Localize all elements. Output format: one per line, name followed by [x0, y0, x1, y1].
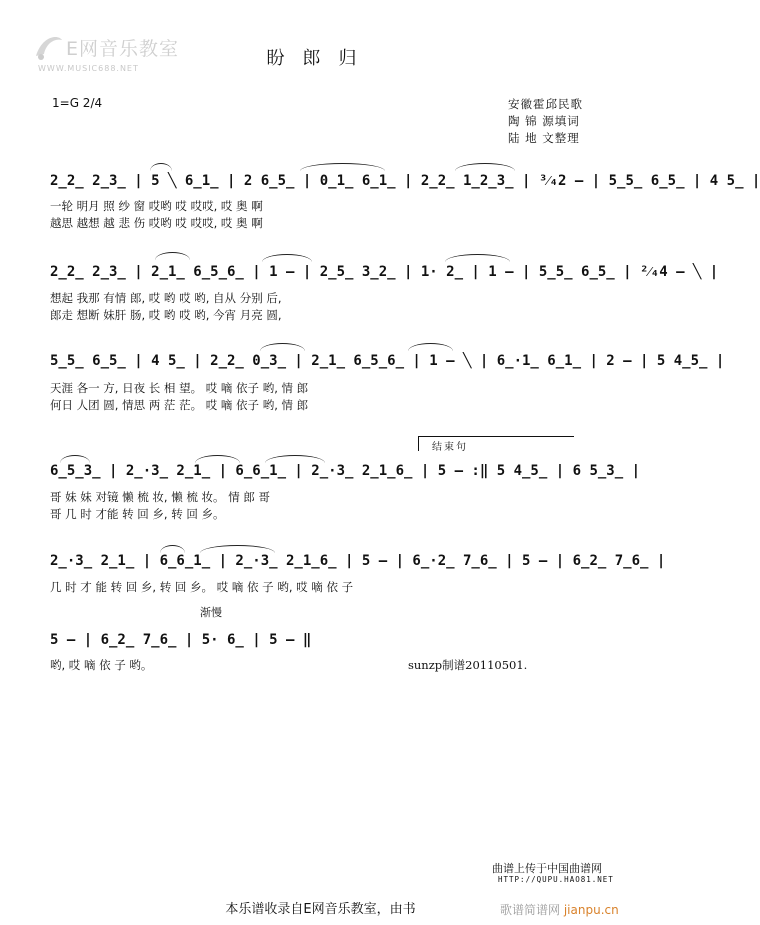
lyrics-row: 想起 我那 有情 郎, 哎 哟 哎 哟, 自从 分别 后, — [50, 291, 282, 305]
lyrics-row: 越思 越想 越 悲 伤 哎哟 哎 哎哎, 哎 奥 啊 — [50, 216, 263, 230]
transcriber-signature: sunzp制谱20110501. — [408, 658, 528, 672]
watermark-url: HTTP://QUPU.HAO81.NET — [498, 875, 614, 884]
slur — [455, 163, 515, 171]
logo-text: E网音乐教室 — [66, 38, 180, 60]
lyrics-row: 哥 几 时 才能 转 回 乡, 转 回 乡。 — [50, 507, 225, 521]
notation-row: 5̲5̲ 6̲5̲ | 4 5̲ | 2̲2̲ 0̲3̲ | 2̲1̲ 6̲5̲6̲ | 1 – ╲ | 6̲·1̲ 6̲1̲ | 2 – | 5 4̲5̲ | — [50, 353, 725, 369]
slur — [265, 455, 325, 463]
watermark-site-name: 歌谱简谱网 — [500, 903, 561, 917]
watermark-source: 曲谱上传于中国曲谱网 — [492, 862, 602, 875]
notation-row: 2̲2̲ 2̲3̲ | 2̲1̲ 6̲5̲6̲ | 1 – | 2̲5̲ 3̲2̲ | 1· 2̲ | 1 – | 5̲5̲ 6̲5̲ | ²⁄₄4 – ╲ | — [50, 264, 719, 280]
key-signature: 1=G 2/4 — [52, 96, 103, 110]
lyrics-row: 哟, 哎 嘀 依 子 哟。 — [50, 658, 153, 672]
end-phrase-label: 结束句 — [432, 442, 468, 453]
watermark-site — [500, 901, 619, 918]
slur — [408, 343, 453, 351]
lyrics-row: 哥 妹 妹 对镜 懒 梳 妆, 懒 梳 妆。 情 郎 哥 — [50, 490, 271, 504]
lyrics-row: 何日 人团 圆, 情思 两 茫 茫。 哎 嘀 依子 哟, 情 郎 — [50, 398, 309, 412]
tempo-marking: 渐慢 — [200, 606, 222, 619]
slur — [300, 163, 385, 171]
slur — [262, 254, 312, 262]
slur — [445, 254, 510, 262]
song-title: 盼郎归 — [266, 48, 375, 69]
slur — [160, 545, 185, 553]
credit-arranger: 陆 地 文整理 — [508, 131, 580, 145]
credit-origin: 安徽霍邱民歌 — [508, 97, 583, 111]
notation-row: 6̲5̲3̲ | 2̲·3̲ 2̲1̲ | 6̲6̲1̲ | 2̲·3̲ 2̲1̲6̲ | 5 – :‖ 5 4̲5̲ | 6 5̲3̲ | — [50, 463, 641, 479]
lyrics-row: 天涯 各一 方, 日夜 长 相 望。 哎 嘀 依子 哟, 情 郎 — [50, 381, 309, 395]
credit-lyricist: 陶 锦 源填词 — [508, 114, 580, 128]
slur — [200, 545, 275, 553]
logo-url: WWW.MUSIC688.NET — [38, 64, 139, 73]
watermark-site-domain: jianpu.cn — [563, 903, 619, 917]
notation-row: 2̲2̲ 2̲3̲ | 5 ╲ 6̲1̲ | 2 6̲5̲ | 0̲1̲ 6̲1̲ | 2̲2̲ 1̲2̲3̲ | ³⁄₄2 – | 5̲5̲ 6̲5̲ | 4 5̲ | — [50, 173, 760, 189]
slur — [150, 163, 172, 171]
slur — [195, 455, 240, 463]
notation-row: 2̲·3̲ 2̲1̲ | 6̲6̲1̲ | 2̲·3̲ 2̲1̲6̲ | 5 – | 6̲·2̲ 7̲6̲ | 5 – | 6̲2̲ 7̲6̲ | — [50, 553, 666, 569]
slur — [60, 455, 90, 463]
notation-row: 5 – | 6̲2̲ 7̲6̲ | 5· 6̲ | 5 – ‖ — [50, 632, 312, 648]
lyrics-row: 几 时 才 能 转 回 乡, 转 回 乡。 哎 嘀 依 子 哟, 哎 嘀 依 子 — [50, 580, 354, 594]
lyrics-row: 郎走 想断 妹肝 肠, 哎 哟 哎 哟, 今宵 月亮 圆, — [50, 308, 282, 322]
slur — [155, 252, 190, 260]
footer-note: 本乐谱收录自E网音乐教室，由书 — [225, 902, 416, 917]
lyrics-row: 一轮 明月 照 纱 窗 哎哟 哎 哎哎, 哎 奥 啊 — [50, 199, 263, 213]
slur — [260, 343, 305, 351]
